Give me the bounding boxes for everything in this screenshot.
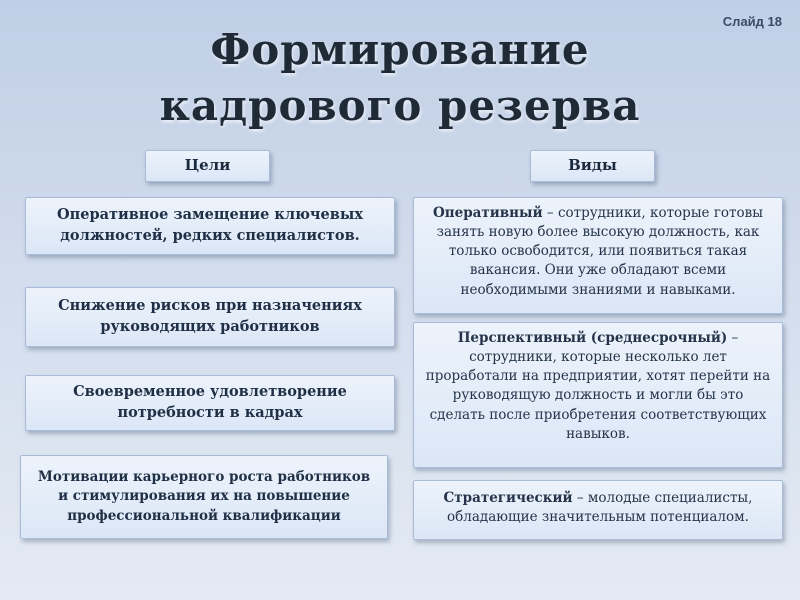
type-description: – молодые специалисты, обладающие значительным потенциалом.	[447, 490, 753, 526]
type-description: – сотрудники, которые готовы занять новую более высокую должность, как только освободится, или появиться такая вакансия. Они уже обладают всеми необходимыми знаниями и навыками.	[436, 205, 763, 298]
type-item-strategic	[413, 480, 783, 540]
type-term: Стратегический	[443, 490, 573, 506]
goal-item-risk-reduction: Снижение рисков при назначениях руководящих работников	[25, 287, 395, 347]
type-item-perspective	[413, 322, 783, 468]
goals-header: Цели	[145, 150, 270, 182]
type-item-operational	[413, 197, 783, 314]
type-description: – сотрудники, которые несколько лет проработали на предприятии, хотят перейти на руководящую должность и могли бы это сделать после приобретения соответствующих навыков.	[425, 330, 771, 442]
types-header: Виды	[530, 150, 655, 182]
slide-number: Слайд 18	[722, 14, 782, 29]
type-term: Перспективный (среднесрочный)	[457, 330, 728, 346]
goal-item-career-motivation: Мотивации карьерного роста работников и стимулирования их на повышение профессиональной квалификации	[20, 455, 388, 539]
goal-item-rapid-replacement: Оперативное замещение ключевых должностей, редких специалистов.	[25, 197, 395, 255]
type-term: Оперативный	[433, 205, 543, 221]
goal-item-staffing-needs: Своевременное удовлетворение потребности в кадрах	[25, 375, 395, 431]
slide-title: Формирование кадрового резерва	[159, 25, 641, 130]
